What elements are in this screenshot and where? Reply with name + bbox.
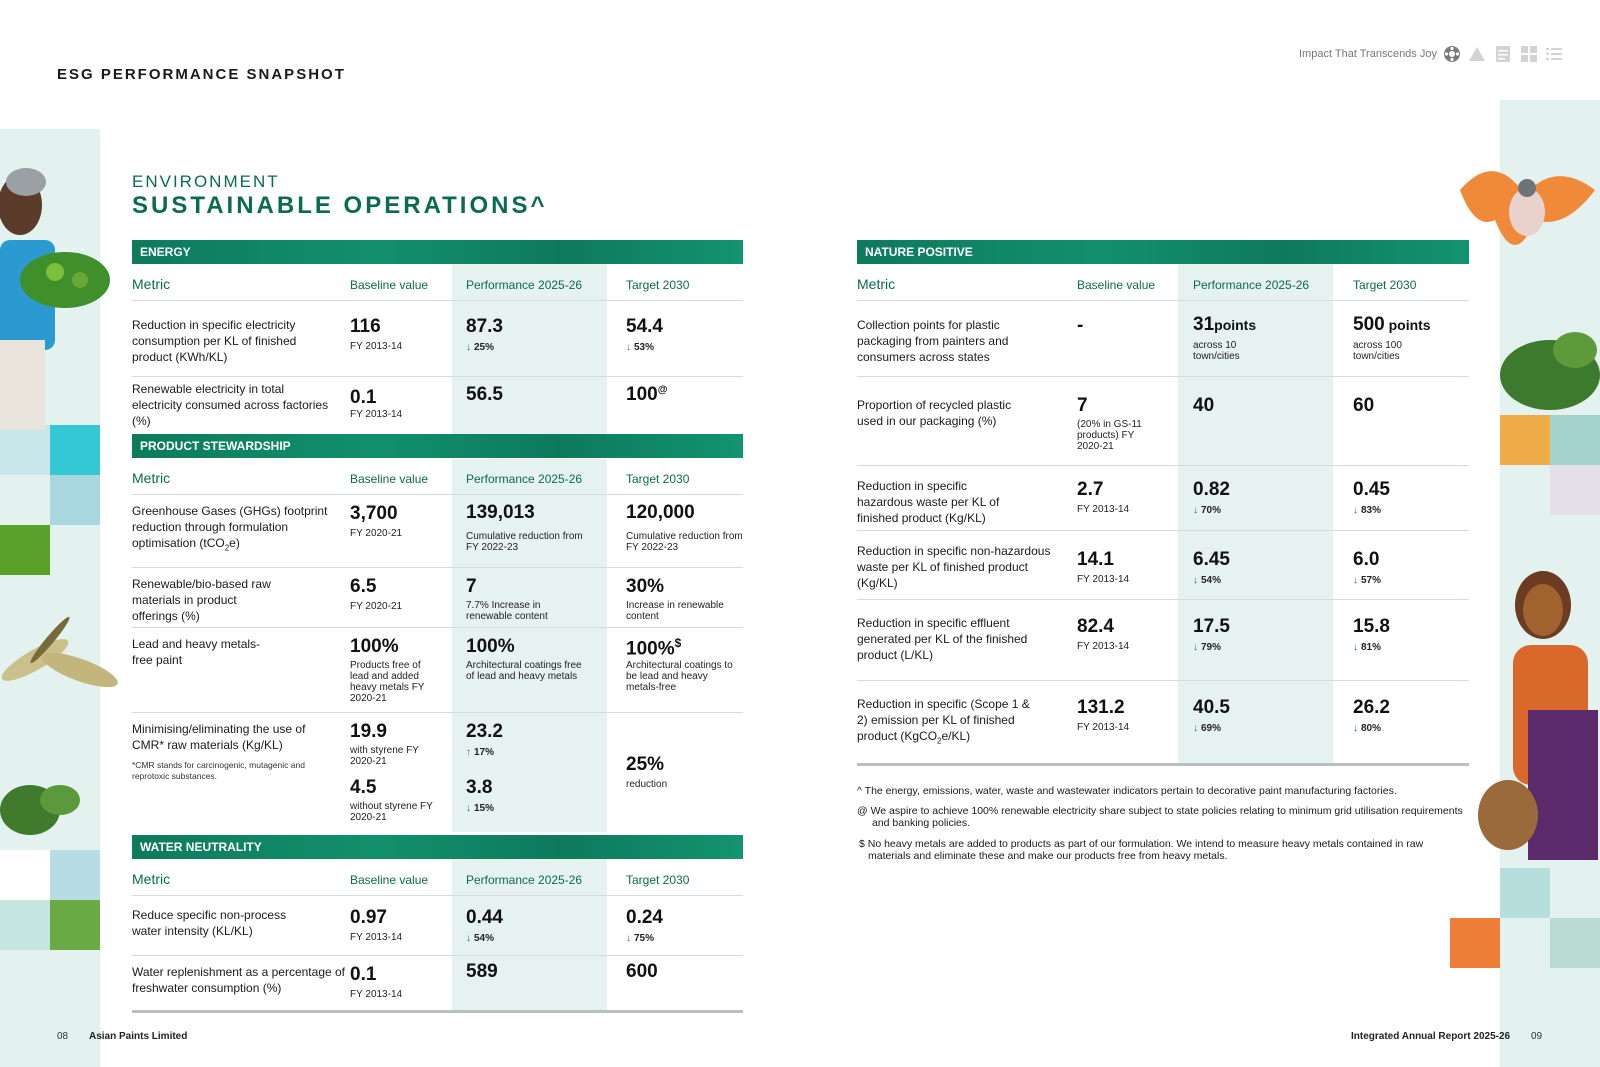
arrow-down-icon: ↓ [1353,642,1358,653]
performance-change-2: ↓ 15% [466,803,495,814]
target-value: 15.8 [1353,616,1390,637]
target-change: ↓ 80% [1353,723,1382,734]
target-change: ↓ 81% [1353,642,1382,653]
performance-value: 0.82 [1193,479,1230,500]
performance-note: Architectural coatings free of lead and heavy metals [466,660,582,682]
baseline-value: 3,700 [350,503,398,524]
row-divider [132,627,743,628]
target-value: 120,000 [626,502,695,523]
arrow-down-icon: ↓ [466,933,471,944]
performance-value: 40 [1193,395,1215,416]
page-number-left: 08 [57,1031,69,1042]
decor-tile [0,525,50,575]
grid-icon[interactable] [1520,45,1538,63]
col-header-metric: Metric [857,276,896,292]
metric-footnote: *CMR stands for carcinogenic, mutagenic and reprotoxic substances. [132,760,305,781]
decor-tile [50,850,100,900]
row-divider [857,680,1469,681]
baseline-note: FY 2013-14 [1077,574,1130,585]
document-icon[interactable] [1494,45,1512,63]
performance-value: 7 [466,576,477,597]
performance-value: 6.45 [1193,549,1230,570]
baseline-value: 7 [1077,395,1088,416]
row-divider [132,712,743,713]
performance-value: 87.3 [466,316,503,337]
col-header-target: Target 2030 [1353,278,1417,292]
baseline-note: FY 2013-14 [1077,504,1130,515]
baseline-value-2: 4.5 [350,777,377,798]
nature-positive-section-header: NATURE POSITIVE [857,240,1469,264]
baseline-note: Products free of lead and added heavy metals FY 2020-21 [350,660,425,704]
target-value: 30% [626,576,665,597]
metric-label: Reduction in specific non-hazardous waste per KL of finished product (Kg/KL) [857,544,1051,590]
row-divider [132,567,743,568]
arrow-down-icon: ↓ [1353,505,1358,516]
target-value: 0.24 [626,907,663,928]
baseline-value: - [1077,315,1084,336]
target-value: 600 [626,961,658,982]
target-note: Architectural coatings to be lead and heavy metals-free [626,660,733,693]
baseline-note-2: without styrene FY 2020-21 [350,801,433,823]
performance-value: 17.5 [1193,616,1230,637]
baseline-note: FY 2020-21 [350,528,403,539]
target-value: 500 points [1353,314,1431,335]
target-change: ↓ 75% [626,933,655,944]
page-number-right: 09 [1531,1031,1543,1042]
baseline-value: 100% [350,636,399,657]
decor-tile [0,900,50,950]
row-divider [132,494,743,495]
baseline-value: 116 [350,316,381,337]
target-value: 100@ [626,384,668,405]
target-value: 60 [1353,395,1375,416]
metric-label: Collection points for plastic packaging from painters and consumers across states [857,318,1009,364]
decor-tile [1500,415,1550,465]
col-header-baseline: Baseline value [350,472,429,486]
col-header-target: Target 2030 [626,873,690,887]
decor-tile [50,425,100,475]
arrow-down-icon: ↓ [466,342,471,353]
col-header-baseline: Baseline value [1077,278,1156,292]
target-change: ↓ 57% [1353,575,1382,586]
row-divider [857,465,1469,466]
dragonfly-illustration [0,600,125,720]
arrow-down-icon: ↓ [626,342,631,353]
baseline-value: 6.5 [350,576,377,597]
metric-label: Reduce specific non-process water intensity (KL/KL) [132,908,287,938]
performance-value: 589 [466,961,498,982]
baseline-note: with styrene FY 2020-21 [350,745,419,767]
performance-note: 7.7% Increase in renewable content [466,600,548,622]
decor-tile [1550,465,1600,515]
flower-icon[interactable] [1443,45,1461,63]
row-divider [857,376,1469,377]
baseline-value: 82.4 [1077,616,1114,637]
row-divider [132,300,743,301]
table-bottom-rule [132,1010,743,1013]
water-section-header: WATER NEUTRALITY [132,835,743,859]
performance-change: ↓ 54% [1193,575,1222,586]
triangle-icon[interactable] [1468,45,1486,63]
baseline-note: FY 2013-14 [350,989,403,1000]
baseline-note: FY 2020-21 [350,601,403,612]
arrow-down-icon: ↓ [1193,642,1198,653]
target-note: Cumulative reduction from FY 2022-23 [626,531,743,553]
metric-label: Proportion of recycled plastic used in our packaging (%) [857,398,1012,428]
arrow-down-icon: ↓ [626,933,631,944]
baseline-note: FY 2013-14 [350,341,403,352]
performance-change: ↓ 69% [1193,723,1222,734]
list-icon[interactable] [1545,45,1563,63]
girl-with-deer-illustration [1468,560,1600,870]
baseline-note: (20% in GS-11 products) FY 2020-21 [1077,419,1142,452]
performance-value-2: 3.8 [466,777,493,798]
performance-change: ↓ 54% [466,933,495,944]
baseline-value: 0.1 [350,964,377,985]
bird-illustration [1455,150,1600,290]
metric-label: Reduction in specific (Scope 1 & 2) emission per KL of finished product (KgCO$_2$e/KL) [857,697,1030,746]
arrow-down-icon: ↓ [466,803,471,814]
decor-tile [50,475,100,525]
baseline-value: 0.97 [350,907,387,928]
col-header-performance: Performance 2025-26 [466,278,583,292]
performance-value: 40.5 [1193,697,1230,718]
target-value: 100%$ [626,636,682,660]
decor-tile [50,900,100,950]
arrow-down-icon: ↓ [1193,723,1198,734]
performance-change: ↓ 79% [1193,642,1222,653]
performance-value: 139,013 [466,502,535,523]
row-divider [857,300,1469,301]
section-title: SUSTAINABLE OPERATIONS^ [132,192,548,219]
target-note: across 100 town/cities [1353,340,1402,362]
performance-change: ↓ 25% [466,342,495,353]
target-change: ↓ 83% [1353,505,1382,516]
target-change: ↓ 53% [626,342,655,353]
performance-value: 23.2 [466,721,503,742]
metric-label: Renewable/bio-based raw materials in product offerings (%) [132,577,271,623]
target-value: 26.2 [1353,697,1390,718]
metric-label: Reduction in specific hazardous waste per KL of finished product (Kg/KL) [857,479,1000,525]
metric-label: Reduction in specific electricity consumption per KL of finished product (KWh/KL) [132,318,297,364]
baseline-value: 0.1 [350,387,377,408]
performance-value: 0.44 [466,907,503,928]
col-header-metric: Metric [132,470,171,486]
baseline-note: FY 2013-14 [1077,722,1130,733]
metric-label: Minimising/eliminating the use of CMR* raw materials (Kg/KL) [132,722,306,752]
row-divider [857,530,1469,531]
report-name: Integrated Annual Report 2025-26 [1351,1031,1511,1042]
metric-label: Greenhouse Gases (GHGs) footprint reduction through formulation optimisation (tCO$_2$e) [132,504,328,553]
decor-tile [1500,868,1550,918]
decor-tile [1550,918,1600,968]
target-value: 6.0 [1353,549,1380,570]
target-value: 25% [626,754,665,775]
baseline-value: 19.9 [350,721,387,742]
decor-tile [0,850,50,900]
baseline-value: 131.2 [1077,697,1125,718]
performance-change: ↓ 70% [1193,505,1222,516]
product-stewardship-section-header: PRODUCT STEWARDSHIP [132,434,743,458]
decor-tile [1450,918,1500,968]
page-heading: ESG PERFORMANCE SNAPSHOT [57,66,346,83]
col-header-performance: Performance 2025-26 [466,472,583,486]
col-header-target: Target 2030 [626,278,690,292]
footnote-at: @ We aspire to achieve 100% renewable electricity share subject to state policies relating to minimum grid utilisation requirements and banking policies. [857,805,1463,829]
performance-value: 56.5 [466,384,503,405]
decor-tile [1550,415,1600,465]
arrow-down-icon: ↓ [1193,505,1198,516]
section-category-label: ENVIRONMENT [132,172,280,191]
performance-note: Cumulative reduction from FY 2022-23 [466,531,583,553]
baseline-value: 2.7 [1077,479,1104,500]
table-bottom-rule [857,763,1469,766]
footnote-caret: ^ The energy, emissions, water, waste and wastewater indicators pertain to decorative paint manufacturing factories. [857,785,1397,797]
metric-label: Renewable electricity in total electricity consumed across factories (%) [132,382,329,428]
report-tagline: Impact That Transcends Joy [1299,48,1437,60]
col-header-baseline: Baseline value [350,873,429,887]
baseline-note: FY 2013-14 [1077,641,1130,652]
arrow-down-icon: ↓ [1193,575,1198,586]
baseline-note: FY 2013-14 [350,409,403,420]
company-name: Asian Paints Limited [89,1031,188,1042]
performance-note: across 10 town/cities [1193,340,1240,362]
plant-illustration [1495,320,1600,415]
plant-illustration [0,760,100,850]
target-value: 54.4 [626,316,663,337]
arrow-down-icon: ↓ [1353,723,1358,734]
target-value: 0.45 [1353,479,1390,500]
row-divider [857,599,1469,600]
col-header-baseline: Baseline value [350,278,429,292]
arrow-up-icon: ↑ [466,747,471,758]
col-header-metric: Metric [132,276,171,292]
row-divider [132,376,743,377]
metric-label: Reduction in specific effluent generated per KL of the finished product (L/KL) [857,616,1028,662]
baseline-note: FY 2013-14 [350,932,403,943]
footnote-dollar: $ No heavy metals are added to products as part of our formulation. We intend to measure heavy metals contained in raw materials and eliminate these and make our products free from heavy metals. [859,838,1424,862]
decor-tile [0,425,50,475]
col-header-target: Target 2030 [626,472,690,486]
row-divider [132,955,743,956]
performance-change: ↑ 17% [466,747,495,758]
row-divider [132,895,743,896]
target-note: Increase in renewable content [626,600,724,622]
performance-value: 100% [466,636,515,657]
col-header-performance: Performance 2025-26 [466,873,583,887]
metric-label: Lead and heavy metals-free paint [132,637,261,667]
performance-value: 31points [1193,314,1257,335]
col-header-performance: Performance 2025-26 [1193,278,1310,292]
baseline-value: 14.1 [1077,549,1114,570]
metric-label: Water replenishment as a percentage of freshwater consumption (%) [132,965,346,995]
energy-section-header: ENERGY [132,240,743,264]
woman-with-vegetables-illustration [0,160,120,430]
arrow-down-icon: ↓ [1353,575,1358,586]
col-header-metric: Metric [132,871,171,887]
target-note: reduction [626,779,668,790]
